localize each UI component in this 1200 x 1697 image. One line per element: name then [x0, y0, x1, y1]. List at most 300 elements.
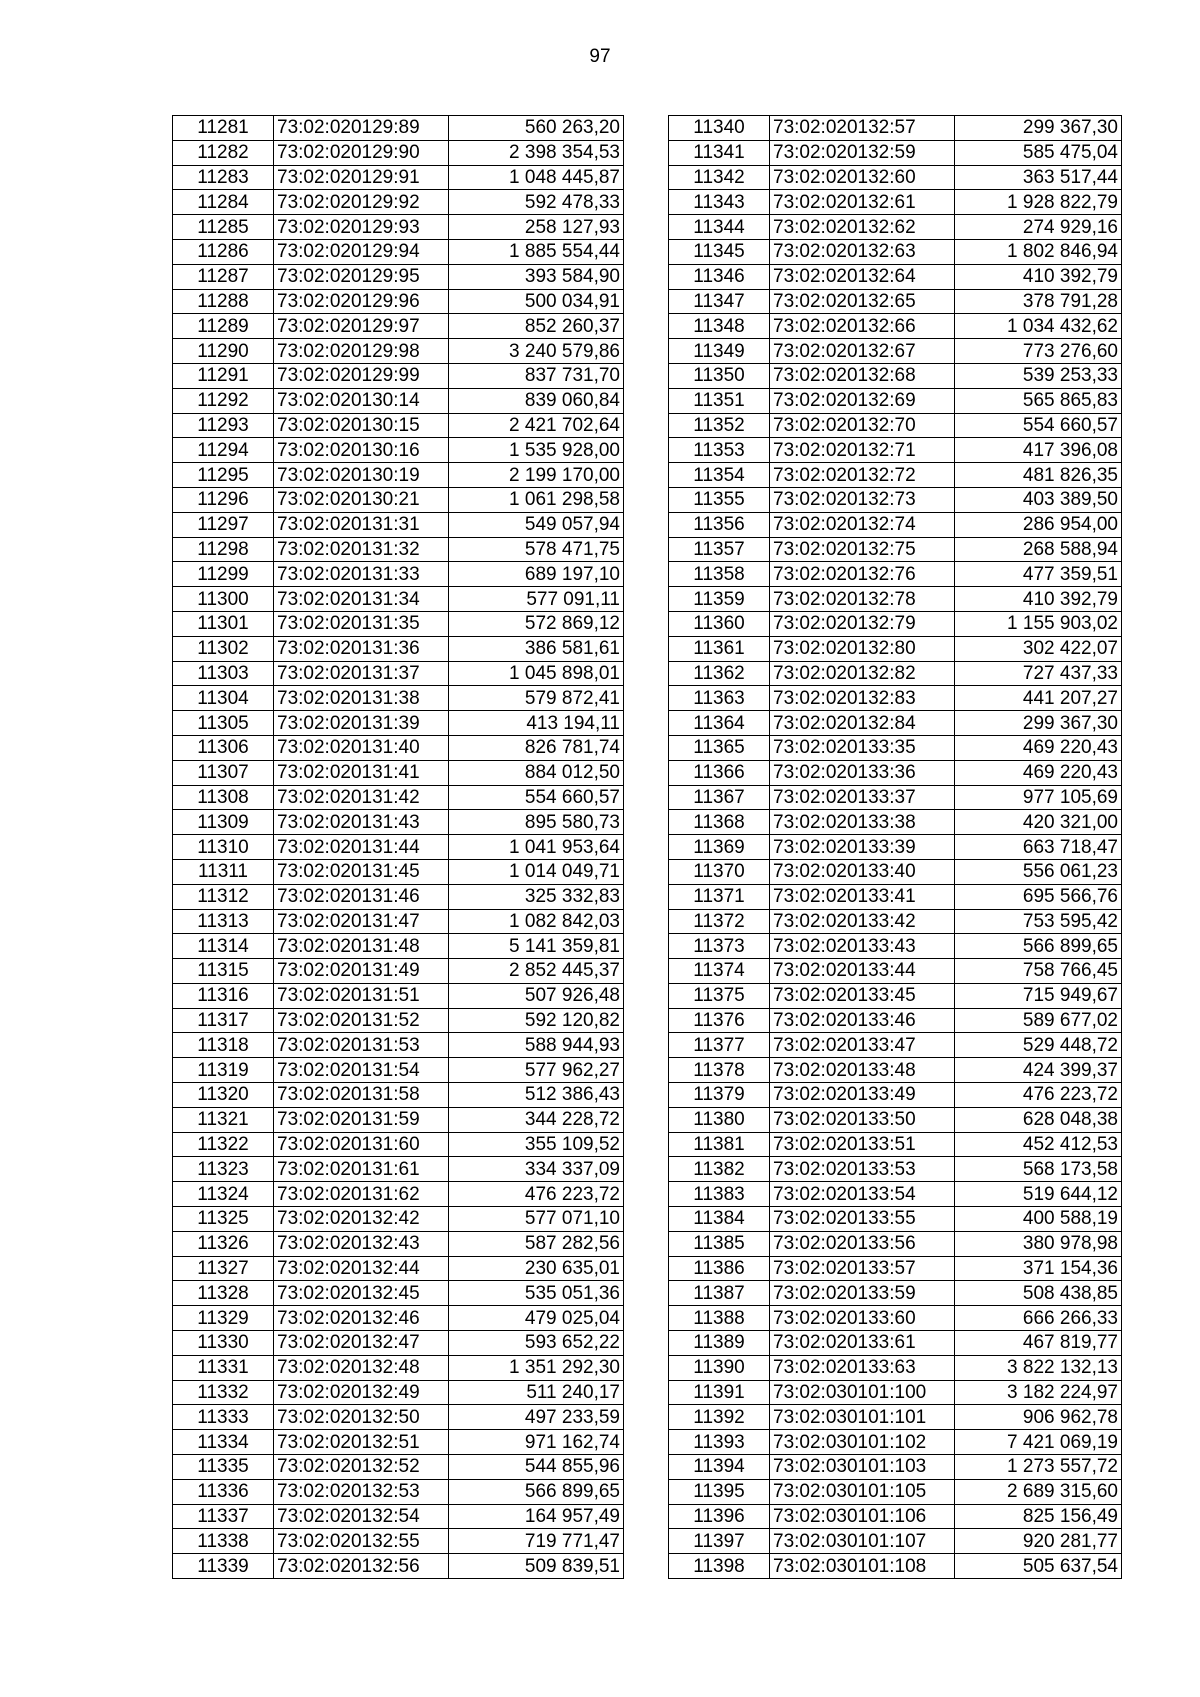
cadastral-number-cell: 73:02:020131:37	[274, 661, 449, 686]
value-cell: 441 207,27	[955, 686, 1122, 711]
table-row	[669, 487, 1122, 512]
row-number-cell: 11360	[669, 611, 770, 636]
table-row	[669, 1479, 1122, 1504]
value-cell: 579 872,41	[449, 686, 624, 711]
value-cell: 556 061,23	[955, 859, 1122, 884]
cadastral-number-cell: 73:02:020132:75	[770, 537, 955, 562]
table-row	[669, 1355, 1122, 1380]
cadastral-number-cell: 73:02:020132:66	[770, 314, 955, 339]
table-row	[173, 835, 624, 860]
row-number-cell: 11345	[669, 239, 770, 264]
cadastral-table-right	[668, 115, 1122, 1579]
row-number-cell: 11379	[669, 1083, 770, 1108]
cadastral-number-cell: 73:02:020132:42	[274, 1207, 449, 1232]
cadastral-number-cell: 73:02:020131:33	[274, 562, 449, 587]
table-row	[669, 1529, 1122, 1554]
table-row	[669, 909, 1122, 934]
value-cell: 1 034 432,62	[955, 314, 1122, 339]
cadastral-number-cell: 73:02:020133:50	[770, 1107, 955, 1132]
table-row	[173, 537, 624, 562]
value-cell: 588 944,93	[449, 1033, 624, 1058]
row-number-cell: 11373	[669, 934, 770, 959]
value-cell: 424 399,37	[955, 1058, 1122, 1083]
value-cell: 592 478,33	[449, 190, 624, 215]
table-row	[669, 1058, 1122, 1083]
cadastral-number-cell: 73:02:020133:57	[770, 1256, 955, 1281]
cadastral-number-cell: 73:02:020129:99	[274, 363, 449, 388]
row-number-cell: 11392	[669, 1405, 770, 1430]
table-row	[173, 959, 624, 984]
cadastral-number-cell: 73:02:020131:53	[274, 1033, 449, 1058]
table-row	[669, 1380, 1122, 1405]
row-number-cell: 11358	[669, 562, 770, 587]
value-cell: 753 595,42	[955, 909, 1122, 934]
value-cell: 852 260,37	[449, 314, 624, 339]
row-number-cell: 11398	[669, 1554, 770, 1579]
table-row	[173, 636, 624, 661]
cadastral-number-cell: 73:02:020132:46	[274, 1306, 449, 1331]
row-number-cell: 11361	[669, 636, 770, 661]
table-row	[173, 1256, 624, 1281]
value-cell: 977 105,69	[955, 785, 1122, 810]
value-cell: 837 731,70	[449, 363, 624, 388]
cadastral-number-cell: 73:02:020132:78	[770, 587, 955, 612]
value-cell: 826 781,74	[449, 735, 624, 760]
row-number-cell: 11310	[173, 835, 274, 860]
table-row	[669, 810, 1122, 835]
value-cell: 403 389,50	[955, 487, 1122, 512]
table-row	[669, 1132, 1122, 1157]
row-number-cell: 11295	[173, 463, 274, 488]
cadastral-number-cell: 73:02:020130:21	[274, 487, 449, 512]
value-cell: 1 351 292,30	[449, 1355, 624, 1380]
table-row	[173, 314, 624, 339]
table-row	[173, 711, 624, 736]
value-cell: 1 061 298,58	[449, 487, 624, 512]
row-number-cell: 11318	[173, 1033, 274, 1058]
cadastral-number-cell: 73:02:020131:39	[274, 711, 449, 736]
value-cell: 509 839,51	[449, 1554, 624, 1579]
table-row	[173, 463, 624, 488]
row-number-cell: 11337	[173, 1504, 274, 1529]
row-number-cell: 11330	[173, 1331, 274, 1356]
table-row	[669, 983, 1122, 1008]
value-cell: 566 899,65	[955, 934, 1122, 959]
cadastral-number-cell: 73:02:020129:89	[274, 116, 449, 141]
cadastral-number-cell: 73:02:020132:62	[770, 215, 955, 240]
cadastral-number-cell: 73:02:020131:52	[274, 1008, 449, 1033]
table-row	[173, 1331, 624, 1356]
cadastral-number-cell: 73:02:020131:51	[274, 983, 449, 1008]
row-number-cell: 11378	[669, 1058, 770, 1083]
table-row	[669, 686, 1122, 711]
value-cell: 539 253,33	[955, 363, 1122, 388]
cadastral-number-cell: 73:02:020131:36	[274, 636, 449, 661]
cadastral-number-cell: 73:02:020133:45	[770, 983, 955, 1008]
row-number-cell: 11317	[173, 1008, 274, 1033]
row-number-cell: 11328	[173, 1281, 274, 1306]
row-number-cell: 11377	[669, 1033, 770, 1058]
cadastral-number-cell: 73:02:020129:91	[274, 165, 449, 190]
row-number-cell: 11329	[173, 1306, 274, 1331]
value-cell: 1 885 554,44	[449, 239, 624, 264]
table-row	[669, 413, 1122, 438]
row-number-cell: 11285	[173, 215, 274, 240]
value-cell: 1 045 898,01	[449, 661, 624, 686]
row-number-cell: 11312	[173, 884, 274, 909]
table-row	[173, 190, 624, 215]
table-row	[669, 1281, 1122, 1306]
table-row	[669, 1008, 1122, 1033]
value-cell: 585 475,04	[955, 140, 1122, 165]
table-row	[669, 438, 1122, 463]
table-row	[173, 264, 624, 289]
row-number-cell: 11300	[173, 587, 274, 612]
row-number-cell: 11291	[173, 363, 274, 388]
table-row	[669, 1182, 1122, 1207]
row-number-cell: 11333	[173, 1405, 274, 1430]
cadastral-number-cell: 73:02:020132:43	[274, 1231, 449, 1256]
value-cell: 666 266,33	[955, 1306, 1122, 1331]
row-number-cell: 11354	[669, 463, 770, 488]
cadastral-number-cell: 73:02:020132:45	[274, 1281, 449, 1306]
row-number-cell: 11362	[669, 661, 770, 686]
table-row	[173, 983, 624, 1008]
row-number-cell: 11297	[173, 512, 274, 537]
row-number-cell: 11343	[669, 190, 770, 215]
row-number-cell: 11284	[173, 190, 274, 215]
row-number-cell: 11319	[173, 1058, 274, 1083]
value-cell: 1 802 846,94	[955, 239, 1122, 264]
cadastral-number-cell: 73:02:020132:55	[274, 1529, 449, 1554]
cadastral-number-cell: 73:02:020132:82	[770, 661, 955, 686]
table-row	[669, 1256, 1122, 1281]
row-number-cell: 11368	[669, 810, 770, 835]
table-row	[669, 239, 1122, 264]
cadastral-number-cell: 73:02:020131:31	[274, 512, 449, 537]
row-number-cell: 11314	[173, 934, 274, 959]
page-number: 97	[589, 46, 611, 67]
cadastral-number-cell: 73:02:020133:54	[770, 1182, 955, 1207]
row-number-cell: 11390	[669, 1355, 770, 1380]
cadastral-number-cell: 73:02:020132:76	[770, 562, 955, 587]
row-number-cell: 11324	[173, 1182, 274, 1207]
value-cell: 1 273 557,72	[955, 1455, 1122, 1480]
cadastral-number-cell: 73:02:020132:63	[770, 239, 955, 264]
table-row	[669, 264, 1122, 289]
row-number-cell: 11341	[669, 140, 770, 165]
table-row	[173, 1529, 624, 1554]
value-cell: 1 048 445,87	[449, 165, 624, 190]
row-number-cell: 11393	[669, 1430, 770, 1455]
value-cell: 469 220,43	[955, 735, 1122, 760]
row-number-cell: 11298	[173, 537, 274, 562]
cadastral-number-cell: 73:02:020133:55	[770, 1207, 955, 1232]
table-row	[173, 587, 624, 612]
cadastral-number-cell: 73:02:020129:92	[274, 190, 449, 215]
value-cell: 592 120,82	[449, 1008, 624, 1033]
value-cell: 758 766,45	[955, 959, 1122, 984]
table-row	[173, 785, 624, 810]
row-number-cell: 11357	[669, 537, 770, 562]
cadastral-table-left	[172, 115, 624, 1579]
row-number-cell: 11380	[669, 1107, 770, 1132]
value-cell: 413 194,11	[449, 711, 624, 736]
table-row	[669, 562, 1122, 587]
cadastral-number-cell: 73:02:020133:37	[770, 785, 955, 810]
table-row	[173, 1157, 624, 1182]
value-cell: 3 182 224,97	[955, 1380, 1122, 1405]
value-cell: 386 581,61	[449, 636, 624, 661]
table-row	[669, 835, 1122, 860]
cadastral-number-cell: 73:02:020131:45	[274, 859, 449, 884]
cadastral-number-cell: 73:02:020131:35	[274, 611, 449, 636]
cadastral-number-cell: 73:02:020133:35	[770, 735, 955, 760]
row-number-cell: 11335	[173, 1455, 274, 1480]
cadastral-number-cell: 73:02:020132:69	[770, 388, 955, 413]
row-number-cell: 11325	[173, 1207, 274, 1232]
value-cell: 895 580,73	[449, 810, 624, 835]
cadastral-number-cell: 73:02:030101:103	[770, 1455, 955, 1480]
row-number-cell: 11366	[669, 760, 770, 785]
value-cell: 325 332,83	[449, 884, 624, 909]
value-cell: 1 928 822,79	[955, 190, 1122, 215]
row-number-cell: 11315	[173, 959, 274, 984]
cadastral-number-cell: 73:02:020133:46	[770, 1008, 955, 1033]
cadastral-number-cell: 73:02:020132:79	[770, 611, 955, 636]
cadastral-number-cell: 73:02:020132:51	[274, 1430, 449, 1455]
cadastral-number-cell: 73:02:020133:36	[770, 760, 955, 785]
row-number-cell: 11372	[669, 909, 770, 934]
table-row	[173, 239, 624, 264]
row-number-cell: 11396	[669, 1504, 770, 1529]
cadastral-number-cell: 73:02:020132:67	[770, 339, 955, 364]
table-row	[669, 1455, 1122, 1480]
cadastral-number-cell: 73:02:020131:46	[274, 884, 449, 909]
table-row	[173, 1306, 624, 1331]
value-cell: 511 240,17	[449, 1380, 624, 1405]
value-cell: 274 929,16	[955, 215, 1122, 240]
table-row	[669, 190, 1122, 215]
value-cell: 554 660,57	[449, 785, 624, 810]
cadastral-number-cell: 73:02:020133:44	[770, 959, 955, 984]
row-number-cell: 11339	[173, 1554, 274, 1579]
table-row	[173, 1455, 624, 1480]
cadastral-number-cell: 73:02:020132:56	[274, 1554, 449, 1579]
row-number-cell: 11293	[173, 413, 274, 438]
cadastral-number-cell: 73:02:020132:73	[770, 487, 955, 512]
cadastral-number-cell: 73:02:020133:59	[770, 1281, 955, 1306]
cadastral-number-cell: 73:02:020129:95	[274, 264, 449, 289]
value-cell: 572 869,12	[449, 611, 624, 636]
value-cell: 1 082 842,03	[449, 909, 624, 934]
value-cell: 719 771,47	[449, 1529, 624, 1554]
value-cell: 476 223,72	[449, 1182, 624, 1207]
row-number-cell: 11363	[669, 686, 770, 711]
value-cell: 477 359,51	[955, 562, 1122, 587]
cadastral-number-cell: 73:02:020133:41	[770, 884, 955, 909]
table-row	[669, 1306, 1122, 1331]
table-row	[669, 1157, 1122, 1182]
cadastral-number-cell: 73:02:020132:59	[770, 140, 955, 165]
cadastral-number-cell: 73:02:020131:38	[274, 686, 449, 711]
cadastral-number-cell: 73:02:020129:93	[274, 215, 449, 240]
value-cell: 568 173,58	[955, 1157, 1122, 1182]
value-cell: 587 282,56	[449, 1231, 624, 1256]
value-cell: 410 392,79	[955, 587, 1122, 612]
cadastral-number-cell: 73:02:020131:58	[274, 1083, 449, 1108]
value-cell: 508 438,85	[955, 1281, 1122, 1306]
value-cell: 839 060,84	[449, 388, 624, 413]
value-cell: 2 199 170,00	[449, 463, 624, 488]
row-number-cell: 11321	[173, 1107, 274, 1132]
row-number-cell: 11289	[173, 314, 274, 339]
table-row	[173, 438, 624, 463]
table-row	[669, 1107, 1122, 1132]
row-number-cell: 11287	[173, 264, 274, 289]
table-row	[173, 512, 624, 537]
table-row	[669, 711, 1122, 736]
row-number-cell: 11340	[669, 116, 770, 141]
row-number-cell: 11309	[173, 810, 274, 835]
table-row	[173, 859, 624, 884]
value-cell: 417 396,08	[955, 438, 1122, 463]
cadastral-number-cell: 73:02:020133:39	[770, 835, 955, 860]
value-cell: 577 071,10	[449, 1207, 624, 1232]
row-number-cell: 11348	[669, 314, 770, 339]
value-cell: 529 448,72	[955, 1033, 1122, 1058]
row-number-cell: 11347	[669, 289, 770, 314]
value-cell: 3 240 579,86	[449, 339, 624, 364]
table-row	[669, 735, 1122, 760]
cadastral-number-cell: 73:02:020132:57	[770, 116, 955, 141]
table-row	[669, 1331, 1122, 1356]
value-cell: 363 517,44	[955, 165, 1122, 190]
value-cell: 2 421 702,64	[449, 413, 624, 438]
row-number-cell: 11306	[173, 735, 274, 760]
table-row	[173, 165, 624, 190]
row-number-cell: 11303	[173, 661, 274, 686]
value-cell: 715 949,67	[955, 983, 1122, 1008]
value-cell: 410 392,79	[955, 264, 1122, 289]
row-number-cell: 11382	[669, 1157, 770, 1182]
cadastral-number-cell: 73:02:020133:61	[770, 1331, 955, 1356]
table-row	[173, 884, 624, 909]
table-row	[173, 215, 624, 240]
row-number-cell: 11301	[173, 611, 274, 636]
cadastral-number-cell: 73:02:020131:43	[274, 810, 449, 835]
value-cell: 825 156,49	[955, 1504, 1122, 1529]
cadastral-number-cell: 73:02:020131:48	[274, 934, 449, 959]
value-cell: 727 437,33	[955, 661, 1122, 686]
row-number-cell: 11381	[669, 1132, 770, 1157]
cadastral-number-cell: 73:02:020133:42	[770, 909, 955, 934]
row-number-cell: 11294	[173, 438, 274, 463]
row-number-cell: 11367	[669, 785, 770, 810]
row-number-cell: 11376	[669, 1008, 770, 1033]
table-row	[173, 1281, 624, 1306]
cadastral-number-cell: 73:02:020133:43	[770, 934, 955, 959]
row-number-cell: 11299	[173, 562, 274, 587]
table-row	[173, 116, 624, 141]
row-number-cell: 11385	[669, 1231, 770, 1256]
table-row	[173, 1504, 624, 1529]
table-row	[669, 339, 1122, 364]
cadastral-number-cell: 73:02:020132:74	[770, 512, 955, 537]
row-number-cell: 11395	[669, 1479, 770, 1504]
row-number-cell: 11391	[669, 1380, 770, 1405]
table-row	[173, 1107, 624, 1132]
table-row	[669, 1207, 1122, 1232]
cadastral-number-cell: 73:02:020131:61	[274, 1157, 449, 1182]
table-row	[173, 339, 624, 364]
cadastral-number-cell: 73:02:020132:80	[770, 636, 955, 661]
row-number-cell: 11311	[173, 859, 274, 884]
value-cell: 479 025,04	[449, 1306, 624, 1331]
table-row	[669, 611, 1122, 636]
row-number-cell: 11374	[669, 959, 770, 984]
value-cell: 469 220,43	[955, 760, 1122, 785]
value-cell: 549 057,94	[449, 512, 624, 537]
cadastral-number-cell: 73:02:020129:90	[274, 140, 449, 165]
row-number-cell: 11397	[669, 1529, 770, 1554]
cadastral-number-cell: 73:02:020129:96	[274, 289, 449, 314]
row-number-cell: 11394	[669, 1455, 770, 1480]
row-number-cell: 11304	[173, 686, 274, 711]
value-cell: 355 109,52	[449, 1132, 624, 1157]
cadastral-number-cell: 73:02:030101:106	[770, 1504, 955, 1529]
table-row	[669, 760, 1122, 785]
cadastral-number-cell: 73:02:020133:49	[770, 1083, 955, 1108]
cadastral-number-cell: 73:02:030101:100	[770, 1380, 955, 1405]
row-number-cell: 11388	[669, 1306, 770, 1331]
cadastral-number-cell: 73:02:030101:102	[770, 1430, 955, 1455]
row-number-cell: 11296	[173, 487, 274, 512]
value-cell: 544 855,96	[449, 1455, 624, 1480]
cadastral-number-cell: 73:02:020132:72	[770, 463, 955, 488]
row-number-cell: 11290	[173, 339, 274, 364]
table-row	[173, 611, 624, 636]
row-number-cell: 11286	[173, 239, 274, 264]
value-cell: 299 367,30	[955, 711, 1122, 736]
value-cell: 3 822 132,13	[955, 1355, 1122, 1380]
cadastral-number-cell: 73:02:020131:49	[274, 959, 449, 984]
row-number-cell: 11352	[669, 413, 770, 438]
row-number-cell: 11356	[669, 512, 770, 537]
row-number-cell: 11281	[173, 116, 274, 141]
row-number-cell: 11327	[173, 1256, 274, 1281]
value-cell: 2 398 354,53	[449, 140, 624, 165]
row-number-cell: 11369	[669, 835, 770, 860]
cadastral-number-cell: 73:02:020130:19	[274, 463, 449, 488]
table-row	[173, 562, 624, 587]
cadastral-number-cell: 73:02:020131:44	[274, 835, 449, 860]
cadastral-number-cell: 73:02:020132:49	[274, 1380, 449, 1405]
value-cell: 906 962,78	[955, 1405, 1122, 1430]
value-cell: 535 051,36	[449, 1281, 624, 1306]
value-cell: 689 197,10	[449, 562, 624, 587]
table-row	[669, 1033, 1122, 1058]
row-number-cell: 11364	[669, 711, 770, 736]
table-row	[669, 165, 1122, 190]
value-cell: 452 412,53	[955, 1132, 1122, 1157]
table-row	[173, 1430, 624, 1455]
row-number-cell: 11282	[173, 140, 274, 165]
cadastral-number-cell: 73:02:020132:50	[274, 1405, 449, 1430]
table-row	[669, 1083, 1122, 1108]
table-row	[669, 140, 1122, 165]
value-cell: 577 091,11	[449, 587, 624, 612]
